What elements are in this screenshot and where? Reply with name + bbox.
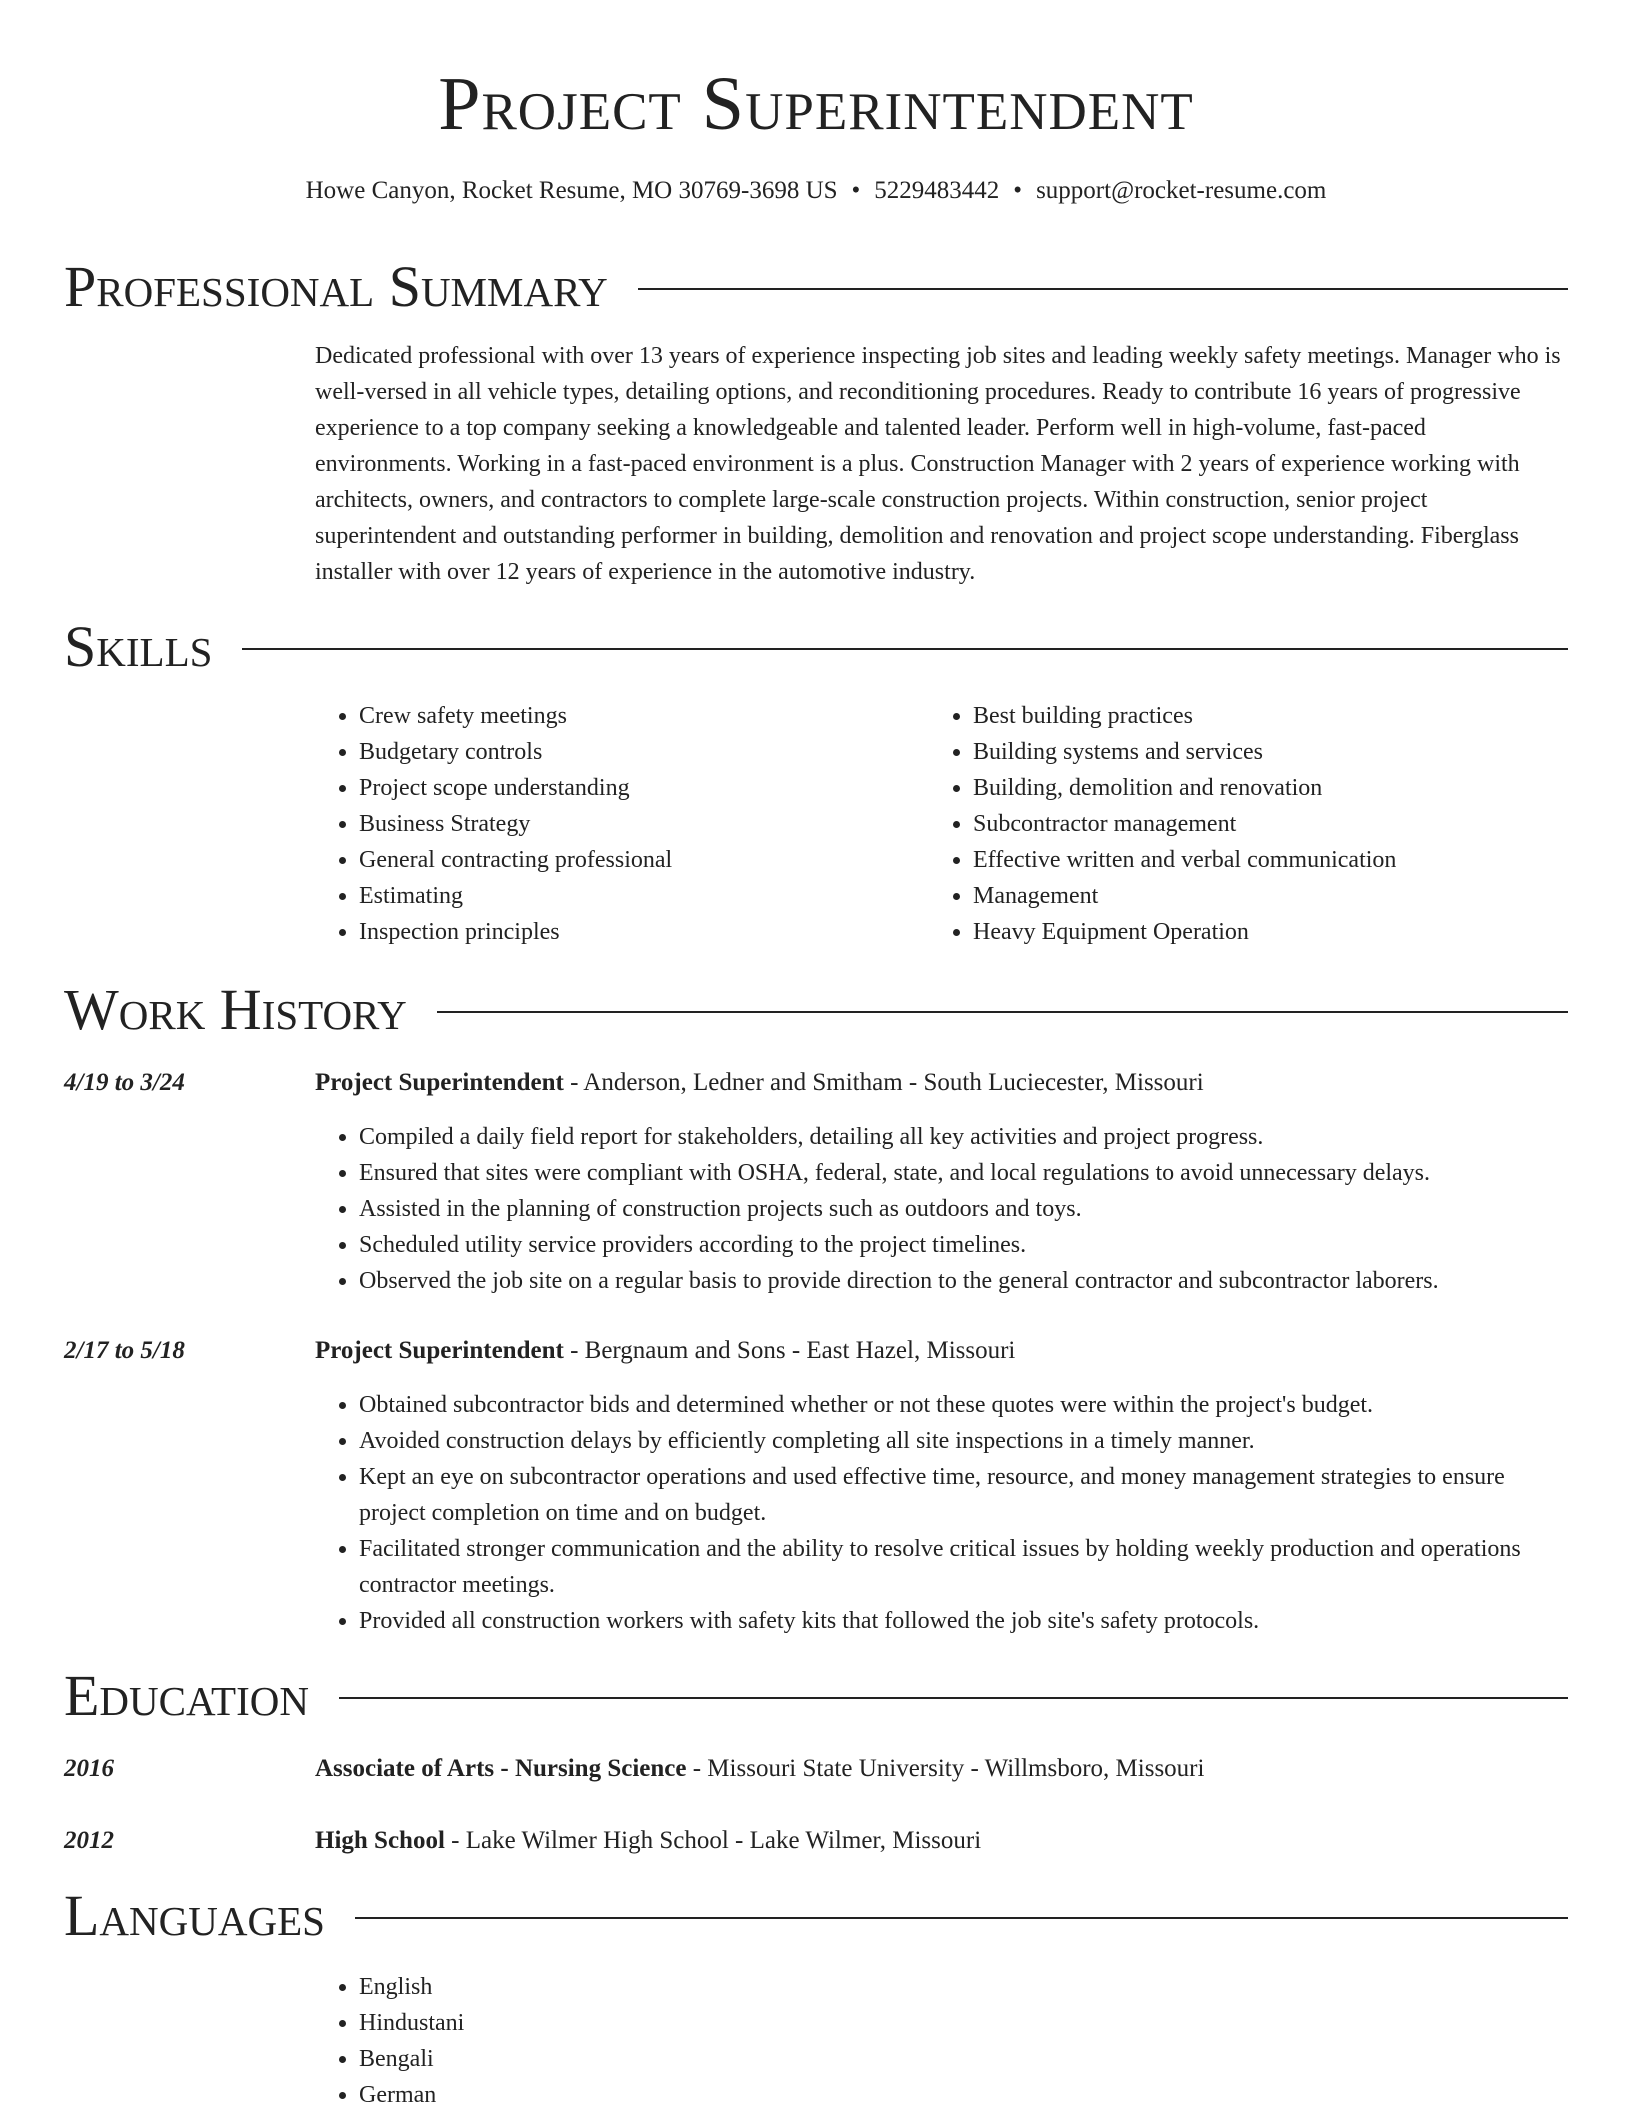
education-line: [315, 1823, 1568, 1859]
skill-item: • Inspection principles: [359, 914, 915, 950]
language-item: • Hindustani: [359, 2005, 1568, 2041]
section-title: Skills: [64, 614, 213, 679]
skill-item: • Management: [973, 878, 1568, 914]
job-employer-location: - Anderson, Ledner and Smitham - South Luciecester, Missouri: [563, 1069, 1204, 1096]
job-bullet: • Facilitated stronger communication and the ability to resolve critical issues by holding weekly production and operations contractor meetings.: [359, 1531, 1568, 1603]
skill-item: • Heavy Equipment Operation: [973, 914, 1568, 950]
job-employer-location: - Bergnaum and Sons - East Hazel, Missouri: [563, 1337, 1016, 1364]
skill-item: • Estimating: [359, 878, 915, 914]
job-position: Project Superintendent: [315, 1337, 564, 1364]
job-bullet: • Obtained subcontractor bids and determined whether or not these quotes were within the project's budget.: [359, 1387, 1568, 1423]
job-title-line: [315, 1065, 1568, 1101]
job-bullet: • Scheduled utility service providers according to the project timelines.: [359, 1227, 1568, 1263]
skill-item: • Best building practices: [973, 698, 1568, 734]
job-bullet: • Provided all construction workers with safety kits that followed the job site's safety protocols.: [359, 1603, 1568, 1639]
section-divider: [339, 1697, 1568, 1699]
skill-item: • Project scope understanding: [359, 770, 915, 806]
section-divider: [242, 648, 1568, 650]
contact-email: support@rocket-resume.com: [1036, 177, 1327, 204]
job-bullet: • Kept an eye on subcontractor operations and used effective time, resource, and money management strategies to ensure project completion on time and on budget.: [359, 1459, 1568, 1531]
skill-item: • Budgetary controls: [359, 734, 915, 770]
job-bullet: • Avoided construction delays by efficiently completing all site inspections in a timely manner.: [359, 1423, 1568, 1459]
job-bullet: • Observed the job site on a regular basis to provide direction to the general contractor and subcontractor laborers.: [359, 1263, 1568, 1299]
skill-item: • Subcontractor management: [973, 806, 1568, 842]
languages-list: [315, 1969, 1568, 2113]
section-languages: [64, 1883, 1568, 1949]
skill-item: • Building systems and services: [973, 734, 1568, 770]
contact-separator: •: [1013, 177, 1023, 204]
job-bullets: [315, 1119, 1568, 1299]
contact-separator: •: [851, 177, 861, 204]
job-dates: 4/19 to 3/24: [64, 1069, 185, 1096]
contact-phone: 5229483442: [874, 177, 1000, 204]
education-degree: Associate of Arts - Nursing Science: [315, 1755, 687, 1782]
education-school: - Missouri State University - Willmsboro, Missouri: [686, 1755, 1205, 1782]
education-school: - Lake Wilmer High School - Lake Wilmer, Missouri: [444, 1827, 982, 1854]
language-item: • English: [359, 1969, 1568, 2005]
contact-address: Howe Canyon, Rocket Resume, MO 30769-3698 US: [305, 177, 838, 204]
section-divider: [355, 1917, 1568, 1919]
section-divider: [437, 1011, 1568, 1013]
section-title: Languages: [64, 1883, 325, 1948]
language-item: • German: [359, 2077, 1568, 2113]
contact-line: [0, 174, 1632, 208]
section-title: Education: [64, 1663, 309, 1728]
education-year: 2016: [64, 1755, 114, 1782]
skill-item: • Business Strategy: [359, 806, 915, 842]
skill-item: • Effective written and verbal communication: [973, 842, 1568, 878]
skill-item: • Crew safety meetings: [359, 698, 915, 734]
section-professional-summary: [64, 254, 1568, 320]
section-divider: [638, 288, 1568, 290]
job-bullet: • Assisted in the planning of construction projects such as outdoors and toys.: [359, 1191, 1568, 1227]
job-title-line: [315, 1333, 1568, 1369]
job-bullet: • Compiled a daily field report for stakeholders, detailing all key activities and project progress.: [359, 1119, 1568, 1155]
job-position: Project Superintendent: [315, 1069, 564, 1096]
language-item: • Bengali: [359, 2041, 1568, 2077]
skill-item: • Building, demolition and renovation: [973, 770, 1568, 806]
skills-column-left: [315, 698, 915, 950]
summary-text: Dedicated professional with over 13 years of experience inspecting job sites and leading weekly safety meetings. Manager who is well-versed in all vehicle types, detailing options, and reconditioning procedures. Ready to contribute 16 years of progressive experience to a top company seeking a knowledgeable and talented leader. Perform well in high-volume, fast-paced environments. Working in a fast-paced environment is a plus. Construction Manager with 2 years of experience working with architects, owners, and contractors to complete large-scale construction projects. Within construction, senior project superintendent and outstanding performer in building, demolition and renovation and project scope understanding. Fiberglass installer with over 12 years of experience in the automotive industry.: [315, 343, 1561, 585]
education-year: 2012: [64, 1827, 114, 1854]
section-work-history: [64, 977, 1568, 1043]
skills-column-right: [929, 698, 1568, 950]
section-title: Work History: [64, 977, 407, 1042]
job-bullet: • Ensured that sites were compliant with OSHA, federal, state, and local regulations to avoid unnecessary delays.: [359, 1155, 1568, 1191]
education-degree: High School: [315, 1827, 445, 1854]
section-education: [64, 1663, 1568, 1729]
job-dates: 2/17 to 5/18: [64, 1337, 185, 1364]
education-line: [315, 1751, 1568, 1787]
section-skills: [64, 614, 1568, 680]
skill-item: • General contracting professional: [359, 842, 915, 878]
resume-name: Project Superintendent: [438, 62, 1194, 146]
job-bullets: [315, 1387, 1568, 1639]
section-title: Professional Summary: [64, 254, 608, 319]
